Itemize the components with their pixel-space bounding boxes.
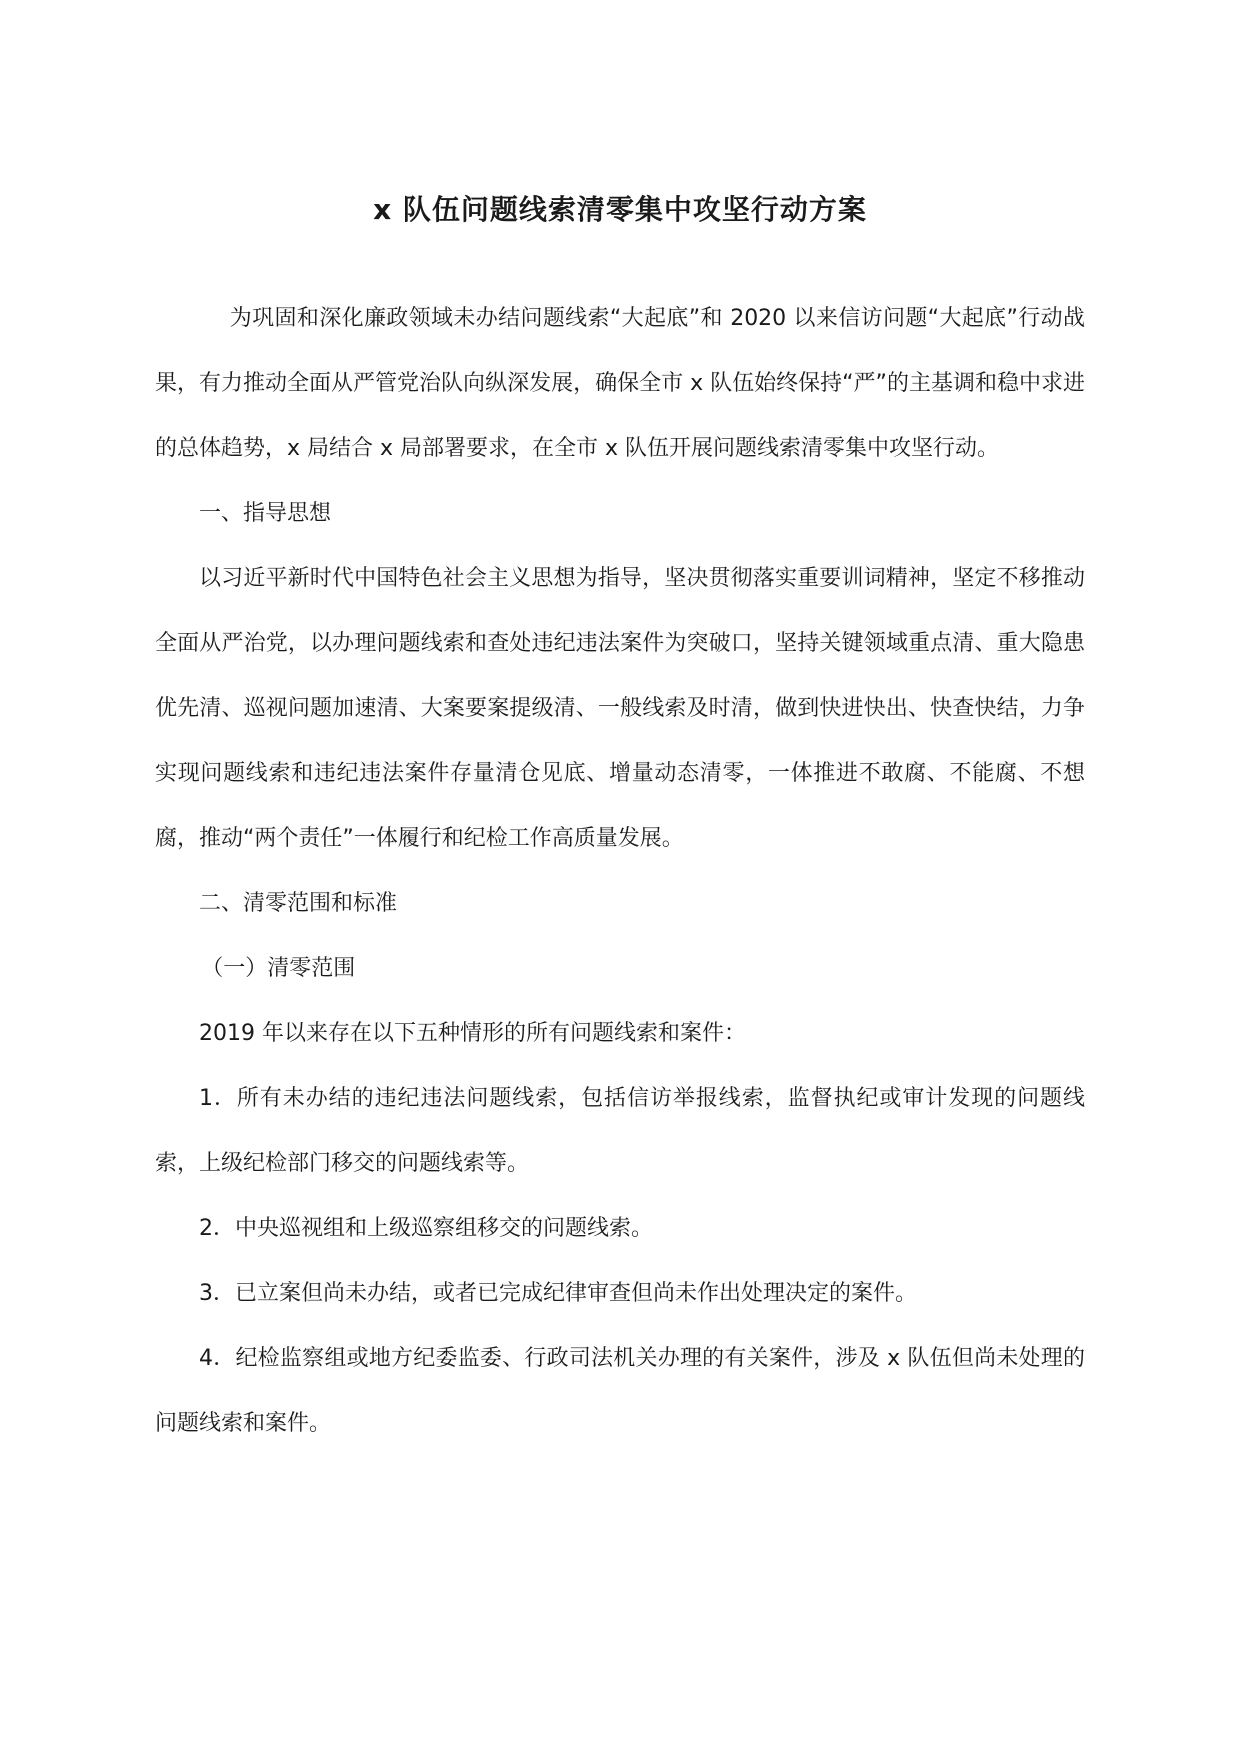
list-item: 1．所有未办结的违纪违法问题线索，包括信访举报线索，监督执纪或审计发现的问题线索，上级纪检部门移交的问题线索等。 <box>155 1086 1085 1176</box>
intro-paragraph: 为巩固和深化廉政领域未办结问题线索“大起底”和 2020 以来信访问题“大起底”行动战果，有力推动全面从严管党治队向纵深发展，确保全市 x 队伍始终保持“严”的主基调和稳中求进的总体趋势，x 局结合 x 局部署要求，在全市 x 队伍开展问题线索清零集中攻坚行动。 <box>155 306 1085 461</box>
document-body <box>155 286 1085 1456</box>
document-title: x 队伍问题线索清零集中攻坚行动方案 <box>373 193 867 226</box>
section-1-heading: 一、指导思想 <box>199 501 332 526</box>
section-1-paragraph: 以习近平新时代中国特色社会主义思想为指导，坚决贯彻落实重要训词精神，坚定不移推动全面从严治党，以办理问题线索和查处违纪违法案件为突破口，坚持关键领域重点清、重大隐患优先清、巡视问题加速清、大案要案提级清、一般线索及时清，做到快进快出、快查快结，力争实现问题线索和违纪违法案件存量清仓见底、增量动态清零，一体推进不敢腐、不能腐、不想腐，推动“两个责任”一体履行和纪检工作高质量发展。 <box>155 566 1085 851</box>
section-2-heading: 二、清零范围和标准 <box>199 891 398 916</box>
list-item: 3．已立案但尚未办结，或者已完成纪律审查但尚未作出处理决定的案件。 <box>199 1281 917 1306</box>
list-item: 4．纪检监察组或地方纪委监委、行政司法机关办理的有关案件，涉及 x 队伍但尚未处理的问题线索和案件。 <box>155 1346 1085 1436</box>
list-item: 2．中央巡视组和上级巡察组移交的问题线索。 <box>199 1216 653 1241</box>
section-2-lead-paragraph: 2019 年以来存在以下五种情形的所有问题线索和案件： <box>199 1021 746 1046</box>
section-2-subheading: （一）清零范围 <box>201 956 356 981</box>
